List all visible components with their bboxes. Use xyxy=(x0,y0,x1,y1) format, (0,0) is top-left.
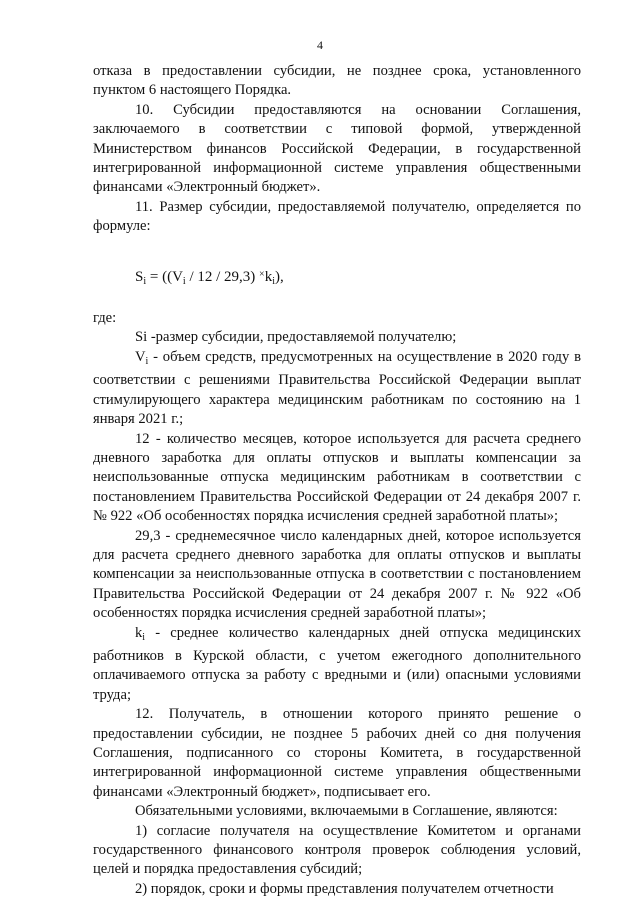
definition-vi: $V_i$ - объем средств, предусмотренных на осуществление в 2020 году в соответствии с решениями Правительства Российской Федерации выплат стимулирующего характера медицинским работникам по состоянию на 1 января 2021 г.; xyxy=(93,348,581,428)
definition-12-months: 12 - количество месяцев, которое используется для расчета среднего дневного заработка для оплаты отпусков и выплаты компенсации за неиспользованные отпуска медицинским работникам в соответствии с постановлением Правительства Российской Федерации от 24 декабря 2007 г. № 922 «Об особенностях порядка исчисления средней заработной платы»; xyxy=(93,430,581,525)
paragraph-11: 11. Размер субсидии, предоставляемой получателю, определяется по формуле: xyxy=(93,198,581,235)
page-number: 4 xyxy=(317,38,323,52)
condition-1: 1) согласие получателя на осуществление Комитетом и органами государственного финансового контроля проверок соблюдения условий, целей и порядка предоставления субсидий; xyxy=(93,822,581,878)
formula-where: где: xyxy=(93,310,117,327)
paragraph-10: 10. Субсидии предоставляются на основании Соглашения, заключаемого в соответствии с типовой формой, утвержденной Министерством финансов Российской Федерации, в государственной интегрированной информационной системе управления общественными финансами «Электронный бюджет». xyxy=(93,101,581,196)
paragraph-12: 12. Получатель, в отношении которого принято решение о предоставлении субсидии, не позднее 5 рабочих дней со дня получения Соглашения, подписанного со стороны Комитета, в государственной интегрированной информационной системе управления общественными финансами «Электронный бюджет», подписывает его. xyxy=(93,706,581,800)
paragraph-continuation: отказа в предоставлении субсидии, не позднее срока, установленного пунктом 6 настоящего Порядка. xyxy=(93,63,581,99)
mandatory-conditions-intro: Обязательными условиями, включаемыми в Соглашение, являются: xyxy=(135,803,558,820)
document-body xyxy=(93,62,581,899)
definition-29-3-days: 29,3 - среднемесячное число календарных дней, которое используется для расчета среднего дневного заработка для оплаты отпусков и выплаты компенсации за неиспользованные отпуска в соответствии с постановлением Правительства Российской Федерации от 24 декабря 2007 г. № 922 «Об особенностях порядка исчисления средней заработной платы»; xyxy=(93,527,581,622)
condition-2: 2) порядок, сроки и формы представления получателем отчетности xyxy=(135,880,554,897)
definition-si: Si -размер субсидии, предоставляемой получателю; xyxy=(135,329,457,346)
definition-ki: $k_i$ - среднее количество календарных дней отпуска медицинских работников в Курской области, с учетом ежегодного дополнительного оплачиваемого отпуска за работу с вредными и (или) опасными условиями труда; xyxy=(93,624,581,703)
subsidy-formula: $S_i = ((V_i / 12 / 29,3)$ $^\times k_i$), xyxy=(135,268,284,287)
